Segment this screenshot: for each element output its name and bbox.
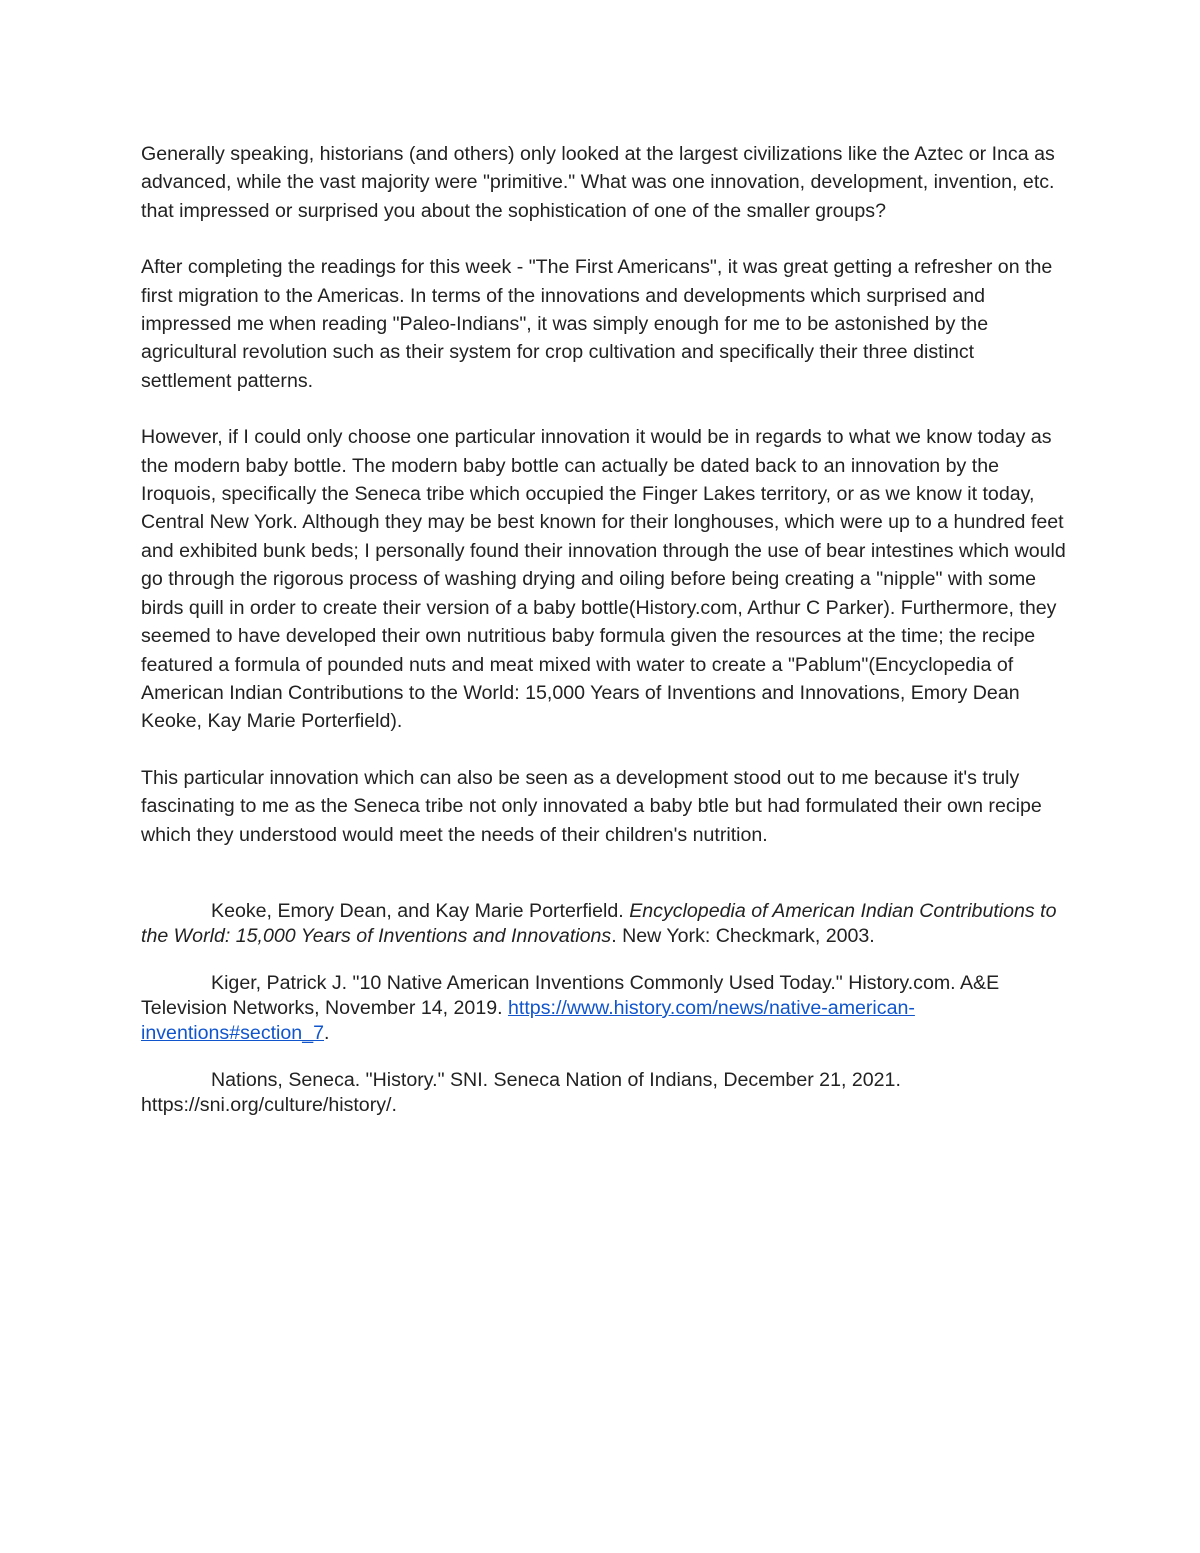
works-cited bbox=[141, 899, 1066, 1118]
paragraph-spacer bbox=[141, 225, 1066, 253]
reference-keoke-title: Encyclopedia of American Indian Contributions to the World: 15,000 Years of Inventions and Innovations bbox=[141, 899, 1057, 947]
reference-kiger bbox=[141, 971, 1066, 1046]
document-page bbox=[141, 140, 1066, 1140]
reference-nations: Nations, Seneca. "History." SNI. Seneca Nation of Indians, December 21, 2021. https://sni.org/culture/history/. bbox=[141, 1068, 901, 1116]
reference-keoke bbox=[141, 899, 1066, 949]
body-paragraph-3: This particular innovation which can also be seen as a development stood out to me because it's truly fascinating to me as the Seneca tribe not only innovated a baby btle but had formulated their own recipe which they understood would meet the needs of their children's nutrition. bbox=[141, 766, 1042, 846]
body-paragraph-2: However, if I could only choose one particular innovation it would be in regards to what we know today as the modern baby bottle. The modern baby bottle can actually be dated back to an innovation by the Iroquois, specifically the Seneca tribe which occupied the Finger Lakes territory, or as we know it today, Central New York. Although they may be best known for their longhouses, which were up to a hundred feet and exhibited bunk beds; I personally found their innovation through the use of bear intestines which would go through the rigorous process of washing drying and oiling before being creating a "nipple" with some birds quill in order to create their version of a baby bottle(History.com, Arthur C Parker). Furthermore, they seemed to have developed their own nutritious baby formula given the resources at the time; the recipe featured a formula of pounded nuts and meat mixed with water to create a "Pablum"(Encyclopedia of American Indian Contributions to the World: 15,000 Years of Inventions and Innovations, Emory Dean Keoke, Kay Marie Porterfield). bbox=[141, 426, 1066, 733]
paragraph-spacer bbox=[141, 736, 1066, 764]
reference-keoke-tail: . New York: Checkmark, 2003. bbox=[611, 924, 875, 947]
reference-kiger-link[interactable]: https://www.history.com/news/native-american-inventions#section_7 bbox=[141, 996, 915, 1044]
reference-kiger-tail: . bbox=[324, 1021, 330, 1044]
body-paragraph-1: After completing the readings for this week - "The First Americans", it was great getting a refresher on the first migration to the Americas. In terms of the innovations and developments which surprised and impressed me when reading "Paleo-Indians", it was simply enough for me to be astonished by the agricultural revolution such as their system for crop cultivation and specifically their three distinct settlement patterns. bbox=[141, 256, 1053, 392]
question-paragraph: Generally speaking, historians (and others) only looked at the largest civilizations like the Aztec or Inca as advanced, while the vast majority were "primitive." What was one innovation, development, invention, etc. that impressed or surprised you about the sophistication of one of the smaller groups? bbox=[141, 143, 1055, 222]
reference-kiger-lead: Kiger, Patrick J. "10 Native American Inventions Commonly Used Today." History.com. A&E Television Networks, November 14, 2019. bbox=[141, 971, 1000, 1019]
paragraph-spacer bbox=[141, 395, 1066, 423]
reference-keoke-lead: Keoke, Emory Dean, and Kay Marie Porterfield. bbox=[211, 899, 630, 922]
